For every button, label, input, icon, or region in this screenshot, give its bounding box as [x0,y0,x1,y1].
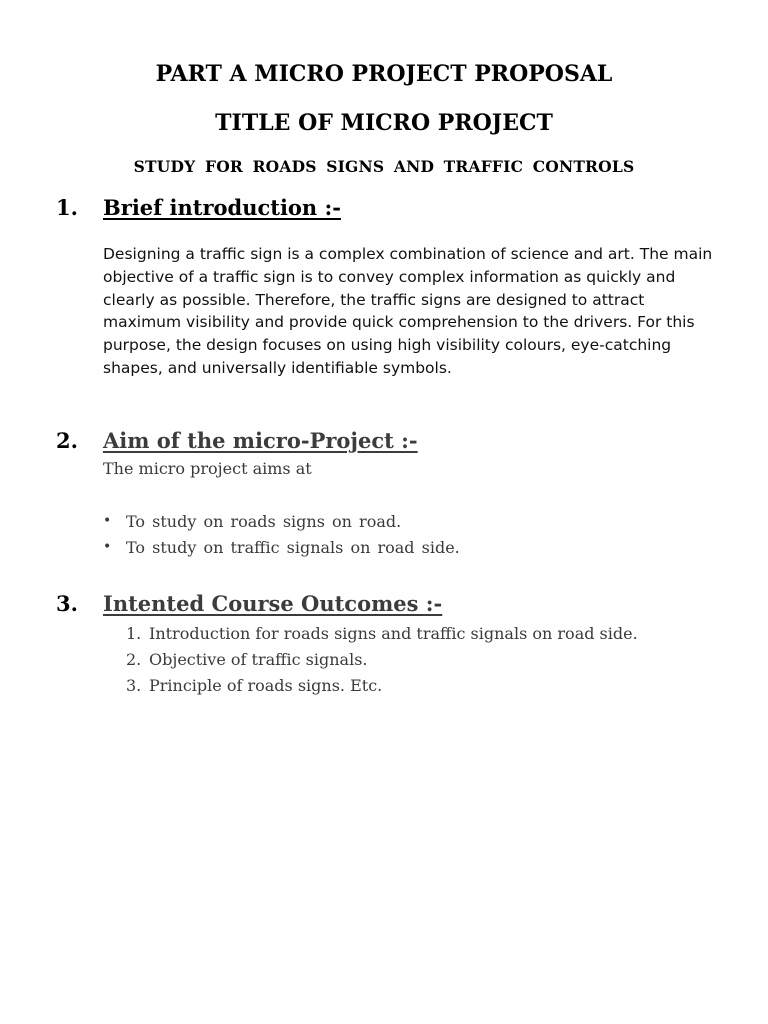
micro-project-title-heading: TITLE OF MICRO PROJECT [215,110,553,136]
list-item-text: Objective of traffic signals. [149,650,368,669]
section-3-number: 3. [56,591,78,616]
section-2-number: 2. [56,428,78,453]
bullet-icon: • [103,513,112,529]
list-item-number: 2. [126,650,142,669]
list-item-text: Introduction for roads signs and traffic signals on road side. [149,624,638,643]
project-title: STUDY FOR ROADS SIGNS AND TRAFFIC CONTROLS [133,157,635,176]
bullet-text: To study on roads signs on road. [126,512,402,531]
section-1-paragraph: Designing a traffic sign is a complex combination of science and art. The main objective of a traffic sign is to convey complex information as quickly and clearly as possible. Therefore, the traffic signs are designed to attract maximum visibility and provide quick comprehension to the drivers. For this purpose, the design focuses on using high visibility colours, eye-catching shapes, and universally identifiable symbols. [103,245,713,377]
bullet-icon: • [103,539,112,555]
section-1-number: 1. [56,195,78,220]
list-item-text: Principle of roads signs. Etc. [149,676,383,695]
document-title: PART A MICRO PROJECT PROPOSAL [155,61,613,87]
section-1-heading: Brief introduction :- [103,195,341,220]
bullet-text: To study on traffic signals on road side. [126,538,460,557]
section-2-heading: Aim of the micro-Project :- [103,428,418,453]
list-item-number: 3. [126,676,142,695]
section-3-heading: Intented Course Outcomes :- [103,591,443,616]
list-item-number: 1. [126,624,142,643]
section-2-intro: The micro project aims at [103,459,312,478]
